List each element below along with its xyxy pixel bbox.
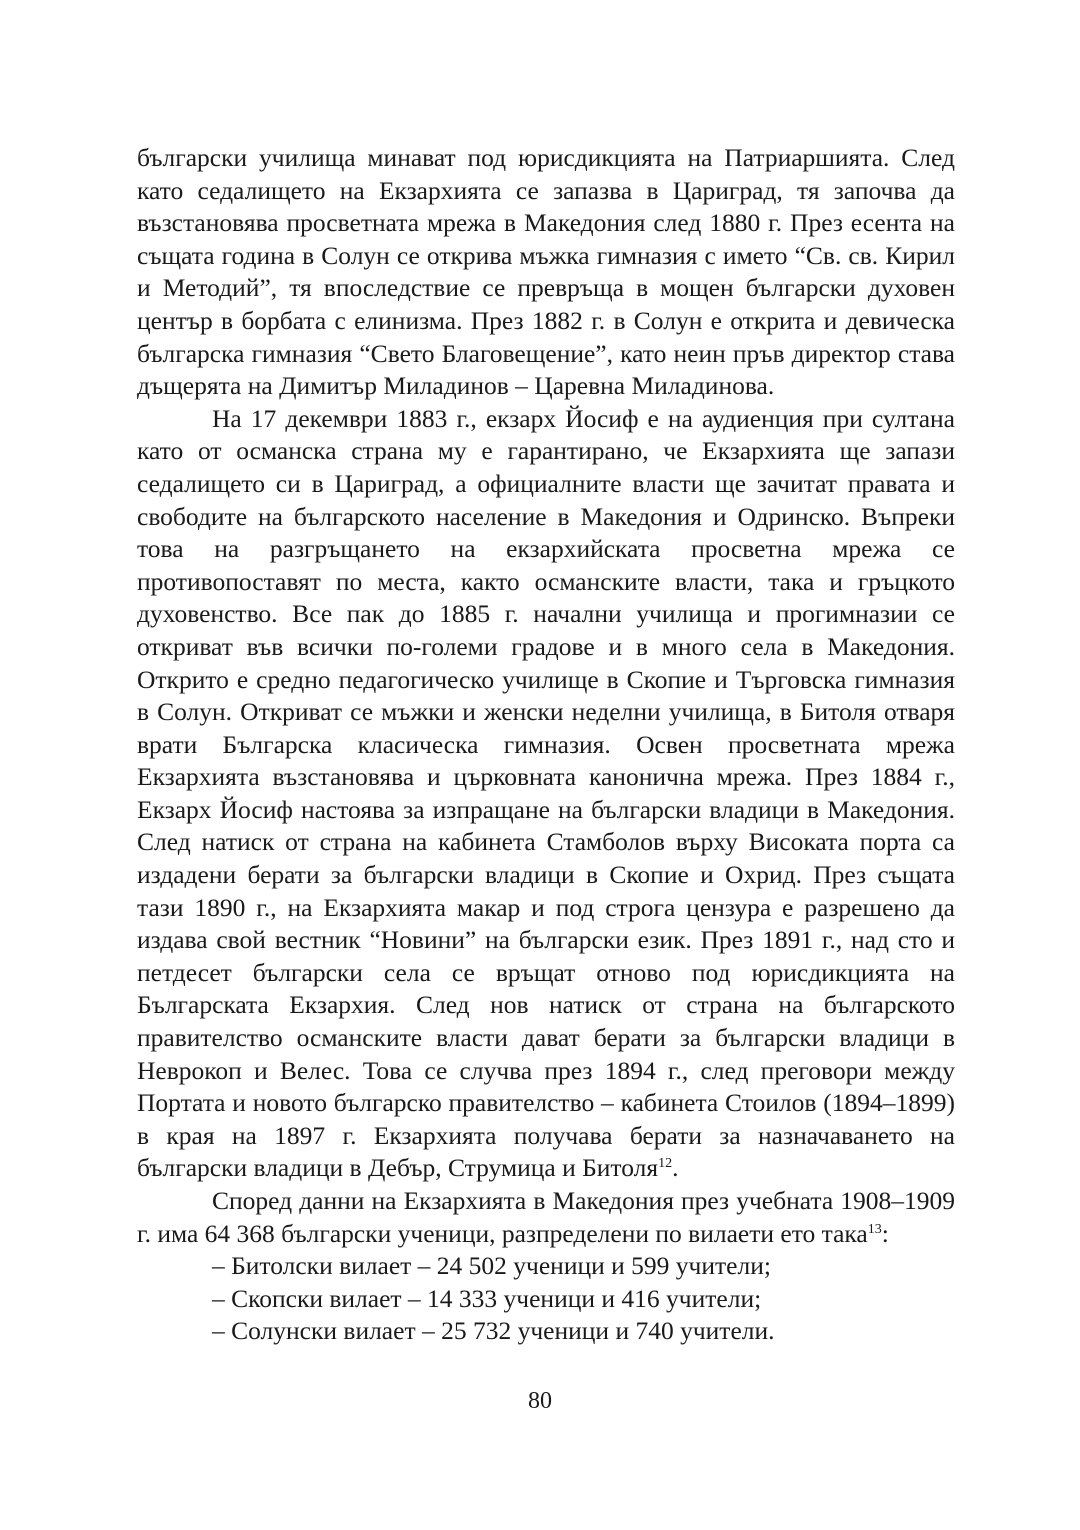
list-item: – Битолски вилает – 24 502 ученици и 599 учители; bbox=[212, 1251, 771, 1281]
paragraph-2-end: . bbox=[672, 1153, 679, 1183]
vilayet-list bbox=[137, 1250, 955, 1348]
paragraph-3-text: Според данни на Екзархията в Македония през учебната 1908–1909 г. има 64 368 български ученици, разпределени по вилаети ето така bbox=[137, 1186, 955, 1248]
paragraph-3 bbox=[137, 1185, 955, 1250]
footnote-ref-13[interactable]: 13 bbox=[867, 1221, 882, 1237]
list-item: – Солунски вилает – 25 732 ученици и 740 учители. bbox=[212, 1316, 775, 1346]
paragraph-1: български училища минават под юрисдикцията на Патриаршията. След като седалището на Екзархията се запазва в Цариград, тя започва да възстановява просветната мрежа в Македония след 1880 г. През есента на същата година в Солун се открива мъжка гимназия с името “Св. св. Кирил и Методий”, тя впоследствие се превръща в мощен български духовен център в борбата с елинизма. През 1882 г. в Солун е открита и девическа българска гимназия “Свето Благовещение”, като неин пръв директор става дъщерята на Димитър Миладинов – Царевна Миладинова. bbox=[137, 143, 955, 401]
document-body bbox=[137, 142, 955, 1348]
footnote-ref-12[interactable]: 12 bbox=[658, 1156, 673, 1172]
paragraph-2-text: На 17 декември 1883 г., екзарх Йосиф е на аудиенция при султана като от османска страна му е гарантирано, че Екзархията ще запази седалището си в Цариград, а официалните власти ще зачитат правата и свободите на българското население в Македония и Одринско. Въпреки това на разгръщането на екзархийската просветна мрежа се противопоставят по места, както османските власти, така и гръцкото духовенство. Все пак до 1885 г. начални училища и прогимназии се откриват във всички по-големи градове и в много села в Македония. Открито е средно педагогическо училище в Скопие и Търговска гимназия в Солун. Откриват се мъжки и женски неделни училища, в Битоля отваря врати Българска класическа гимназия. Освен просветната мрежа Екзархията възстановява и църковната канонична мрежа. През 1884 г., Екзарх Йосиф настоява за изпращане на български владици в Македония. След натиск от страна на кабинета Стамболов върху Високата порта са издадени берати за български владици в Скопие и Охрид. През същата тази 1890 г., на Екзархията макар и под строга цензура е разрешено да издава свой вестник “Новини” на български език. През 1891 г., над сто и петдесет български села се връщат отново под юрисдикцията на Българската Екзархия. След нов натиск от страна на българското правителство османските власти дават берати за български владици в Неврокоп и Велес. Това се случва през 1894 г., след преговори между Портата и новото българско правителство – кабинета Стоилов (1894–1899) в края на 1897 г. Екзархията получава берати за назначаването на български владици в Дебър, Струмица и Битоля bbox=[137, 403, 955, 1183]
list-item: – Скопски вилает – 14 333 ученици и 416 учители; bbox=[212, 1283, 762, 1313]
paragraph-3-end: : bbox=[881, 1218, 889, 1248]
page-number: 80 bbox=[528, 1388, 552, 1414]
paragraph-2 bbox=[137, 403, 955, 1185]
